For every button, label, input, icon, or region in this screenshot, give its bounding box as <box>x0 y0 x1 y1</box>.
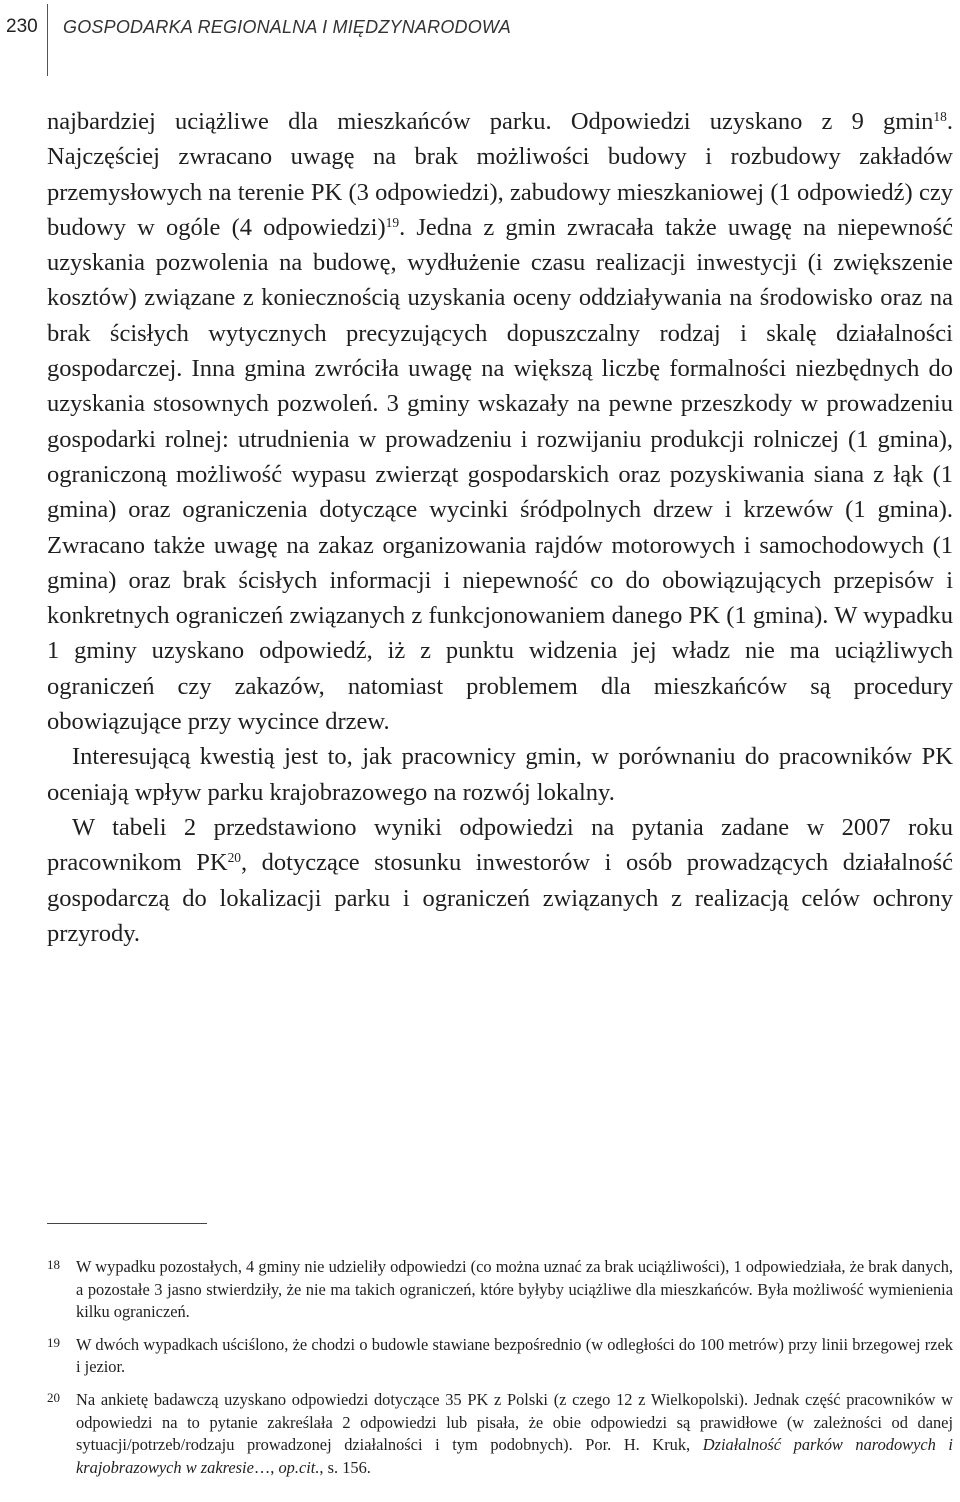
paragraph-3-text-a: W tabeli 2 przedstawiono wyniki odpowiedzi na pytania zadane w 2007 roku pracownikom PK <box>47 813 953 877</box>
cited-ellipsis: …, <box>253 1457 279 1477</box>
running-title: GOSPODARKA REGIONALNA I MIĘDZYNARODOWA <box>63 17 512 37</box>
op-cit: op.cit. <box>278 1457 320 1477</box>
header-divider <box>47 4 48 76</box>
footnote-number: 19 <box>47 1334 60 1350</box>
paragraph-2: Interesującą kwestią jest to, jak pracownicy gmin, w porównaniu do pracowników PK oceniają wpływ parku krajobrazowego na rozwój lokalny. <box>47 743 953 806</box>
paragraph-1-text-a: najbardziej uciążliwe dla mieszkańców parku. Odpowiedzi uzyskano z 9 gmin <box>47 108 934 135</box>
footnote-number: 18 <box>47 1257 60 1272</box>
footnote-ref-18[interactable]: 18 <box>933 108 947 124</box>
footnote-text: W wypadku pozostałych, 4 gminy nie udzieliły odpowiedzi (co można uznać za brak uciążliwości), 1 odpowiedziała, że brak danych, a pozostałe 3 jasno stwierdziły, że nie ma takich ograniczeń, które byłyby uciążliwe dla mieszkańców. Była możliwość wymienienia kilku ograniczeń. <box>76 1257 953 1322</box>
paragraph-1-text-b: . Najczęściej zwracano uwagę na brak możliwości budowy i rozbudowy zakładów przemysłowych na terenie PK (3 odpowiedzi), zabudowy mieszkaniowej (1 odpowiedź) czy budowy w ogóle (4 odpowiedzi) <box>47 108 953 241</box>
footnote-ref-19[interactable]: 19 <box>385 214 400 230</box>
footnote-ref-20[interactable]: 20 <box>227 850 242 866</box>
footnote-20 <box>47 1389 953 1479</box>
main-text <box>47 104 953 951</box>
footnote-number: 20 <box>47 1389 60 1405</box>
footnote-separator <box>47 1223 207 1224</box>
footnotes <box>47 1256 953 1489</box>
cited-page: , s. 156. <box>319 1457 371 1477</box>
page-number: 230 <box>6 16 38 37</box>
footnote-18 <box>47 1256 953 1324</box>
footnote-19 <box>47 1334 953 1379</box>
footnote-text: W dwóch wypadkach uściślono, że chodzi o budowle stawiane bezpośrednio (w odległości do 100 metrów) przy linii brzegowej rzek i jezior. <box>76 1334 953 1377</box>
paragraph-1-text-c: . Jedna z gmin zwracała także uwagę na niepewność uzyskania pozwolenia na budowę, wydłużenie czasu realizacji inwestycji (i zwiększenie kosztów) związane z koniecznością uzyskania oceny oddziaływania na środowisko oraz na brak ścisłych wytycznych precyzujących dopuszczalny rodzaj i skalę działalności gospodarczej. Inna gmina zwróciła uwagę na większą liczbę formalności niezbędnych do uzyskania stosownych pozwoleń. 3 gminy wskazały na pewne przeszkody w prowadzeniu gospodarki rolnej: utrudnienia w prowadzeniu i rozwijaniu produkcji rolniczej (1 gmina), ograniczoną możliwość wypasu zwierząt gospodarskich oraz pozyskiwania siana z łąk (1 gmina) oraz ograniczenia dotyczące wycinki śródpolnych drzew i krzewów (1 gmina). Zwracano także uwagę na zakaz organizowania rajdów motorowych i samochodowych (1 gmina) oraz brak ścisłych informacji i niepewność co do obowiązujących przepisów i konkretnych ograniczeń związanych z funkcjonowaniem danego PK (1 gmina). W wypadku 1 gminy uzyskano odpowiedź, iż z punktu widzenia jej władz nie ma uciążliwych ograniczeń czy zakazów, natomiast problemem dla mieszkańców są procedury obowiązujące przy wycince drzew. <box>47 213 953 736</box>
running-header <box>0 0 960 76</box>
paragraph-3 <box>47 810 953 951</box>
cited-title: Działalność parków narodowych i krajobrazowych w zakresie <box>76 1435 953 1477</box>
paragraph-3-text-b: , dotyczące stosunku inwestorów i osób prowadzących działalność gospodarczą do lokalizacji parku i ograniczeń związanych z realizacją celów ochrony przyrody. <box>47 849 953 947</box>
paragraph-1 <box>47 104 953 739</box>
footnote-text-container <box>76 1389 953 1479</box>
footnote-text: Na ankietę badawczą uzyskano odpowiedzi dotyczące 35 PK z Polski (z czego 12 z Wielkopolski). Jednak część pracowników w odpowiedzi na to pytanie zakreślała 2 odpowiedzi lub pisała, że obie odpowiedzi są prawidłowe (w zależności od danej sytuacji/potrzeb/rodzaju prowadzonej działalności i tym podobnych). Por. H. Kruk, <box>76 1389 953 1455</box>
